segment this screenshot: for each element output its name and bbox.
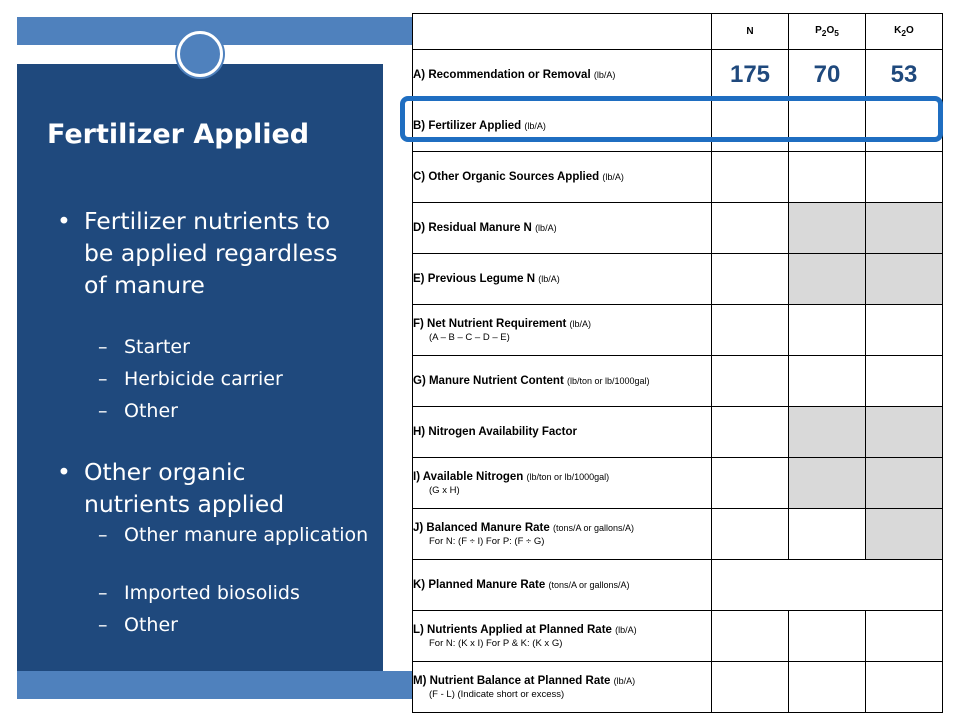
- sub-bullet-imported-biosolids: – Imported biosolids: [124, 580, 374, 606]
- row-label: [413, 50, 712, 101]
- row-label: [413, 305, 712, 356]
- row-label: [413, 356, 712, 407]
- cell-k2o-input[interactable]: [866, 611, 943, 662]
- p2o5-sub-5: 5: [834, 28, 839, 38]
- row-g-manure-content: [413, 356, 943, 407]
- cell-n-input[interactable]: [712, 356, 789, 407]
- row-formula: (F - L) (Indicate short or excess): [429, 688, 565, 700]
- row-label: [413, 152, 712, 203]
- row-unit: (lb/A): [602, 172, 624, 182]
- cell-k2o-input[interactable]: [866, 152, 943, 203]
- row-d-residual-manure: [413, 203, 943, 254]
- value-k2o: 53: [866, 50, 943, 101]
- row-unit: (lb/A): [524, 121, 546, 131]
- row-h-availability-factor: [413, 407, 943, 458]
- row-formula: For N: (K x I) For P & K: (K x G): [429, 637, 563, 649]
- row-label: [413, 203, 712, 254]
- row-label: [413, 509, 712, 560]
- cell-p2o5-input[interactable]: [789, 152, 866, 203]
- row-formula: (A – B – C – D – E): [429, 331, 510, 343]
- row-c-other-organic: [413, 152, 943, 203]
- row-label: [413, 560, 712, 611]
- row-m-nutrient-balance: [413, 662, 943, 713]
- row-l-nutrients-applied: [413, 611, 943, 662]
- p2o5-o: O: [826, 25, 835, 36]
- row-b-fertilizer-applied: [413, 101, 943, 152]
- row-label: [413, 662, 712, 713]
- row-label-text: B) Fertilizer Applied: [413, 120, 522, 132]
- k2o-o: O: [906, 25, 914, 36]
- row-label-text: I) Available Nitrogen: [413, 470, 524, 483]
- cell-p2o5-disabled: [789, 458, 866, 509]
- nutrient-balance-worksheet: [412, 13, 943, 706]
- sub-bullet-herbicide-carrier: – Herbicide carrier: [124, 366, 374, 392]
- k2o-base: K: [894, 25, 902, 36]
- column-header-k2o: [866, 14, 943, 50]
- row-label-text: K) Planned Manure Rate: [413, 579, 546, 591]
- row-k-planned-rate: [413, 560, 943, 611]
- row-e-previous-legume: [413, 254, 943, 305]
- cell-p2o5-disabled: [789, 407, 866, 458]
- cell-p2o5-input[interactable]: [789, 101, 866, 152]
- cell-k2o-input[interactable]: [866, 101, 943, 152]
- row-label-text: M) Nutrient Balance at Planned Rate: [413, 674, 611, 687]
- p2o5-sub-2: 2: [821, 28, 827, 38]
- cell-n-input[interactable]: [712, 407, 789, 458]
- row-unit: (lb/A): [615, 624, 637, 635]
- cell-n-input[interactable]: [712, 458, 789, 509]
- row-label-text: F) Net Nutrient Requirement: [413, 317, 567, 330]
- cell-k2o-disabled: [866, 203, 943, 254]
- p2o5-base: P: [815, 25, 822, 36]
- slide-title: Fertilizer Applied: [47, 119, 310, 150]
- cell-p2o5-input[interactable]: [789, 662, 866, 713]
- cell-p2o5-disabled: [789, 203, 866, 254]
- row-label-text: G) Manure Nutrient Content: [413, 375, 564, 387]
- header-row: [413, 14, 943, 50]
- row-label-text: J) Balanced Manure Rate: [413, 521, 550, 534]
- row-unit: (lb/A): [538, 274, 560, 284]
- row-unit: (lb/A): [569, 318, 592, 329]
- cell-p2o5-input[interactable]: [789, 305, 866, 356]
- content-panel: [17, 64, 383, 671]
- sub-bullet-starter: – Starter: [124, 334, 374, 360]
- cell-k2o-disabled: [866, 254, 943, 305]
- cell-n-input[interactable]: [712, 152, 789, 203]
- row-unit: (tons/A or gallons/A): [548, 580, 630, 590]
- sub-bullet-other-manure-application: – Other manure application: [124, 522, 374, 548]
- cell-p2o5-input[interactable]: [789, 611, 866, 662]
- row-unit: (lb/ton or lb/1000gal): [566, 376, 650, 386]
- column-header-n: N: [712, 14, 789, 50]
- row-label-text: H) Nitrogen Availability Factor: [413, 426, 578, 438]
- row-unit: (lb/A): [593, 70, 616, 80]
- cell-p2o5-input[interactable]: [789, 356, 866, 407]
- cell-n-input[interactable]: [712, 203, 789, 254]
- decorative-circle: [177, 31, 223, 77]
- cell-planned-rate-input[interactable]: [712, 560, 943, 611]
- cell-n-input[interactable]: [712, 662, 789, 713]
- sub-bullet-other-1: – Other: [124, 398, 374, 424]
- bullet-other-organic-nutrients: • Other organic nutrients applied: [84, 456, 356, 520]
- row-i-available-nitrogen: [413, 458, 943, 509]
- row-unit: (lb/A): [613, 675, 636, 686]
- row-label-text: A) Recommendation or Removal: [413, 69, 591, 81]
- header-blank-cell: [413, 14, 712, 50]
- row-formula: (G x H): [429, 484, 460, 496]
- value-n: 175: [712, 50, 789, 101]
- row-unit: (tons/A or gallons/A): [552, 522, 635, 533]
- row-unit: (lb/ton or lb/1000gal): [526, 471, 610, 482]
- row-label-text: E) Previous Legume N: [413, 273, 536, 285]
- cell-k2o-input[interactable]: [866, 356, 943, 407]
- row-label-text: D) Residual Manure N: [413, 222, 532, 234]
- row-f-net-requirement: [413, 305, 943, 356]
- row-label: [413, 458, 712, 509]
- cell-k2o-disabled: [866, 509, 943, 560]
- row-formula: For N: (F ÷ I) For P: (F ÷ G): [429, 535, 545, 547]
- row-unit: (lb/A): [535, 223, 557, 233]
- column-header-p2o5: [789, 14, 866, 50]
- bullet-fertilizer-nutrients: • Fertilizer nutrients to be applied regardless of manure: [84, 205, 356, 301]
- row-label: [413, 611, 712, 662]
- cell-p2o5-input[interactable]: [789, 509, 866, 560]
- sub-bullet-other-2: – Other: [124, 612, 374, 638]
- row-a-recommendation: [413, 50, 943, 101]
- value-p2o5: 70: [789, 50, 866, 101]
- cell-n-input[interactable]: [712, 101, 789, 152]
- cell-k2o-input[interactable]: [866, 305, 943, 356]
- cell-k2o-disabled: [866, 458, 943, 509]
- row-label-text: L) Nutrients Applied at Planned Rate: [413, 623, 612, 636]
- row-label: [413, 254, 712, 305]
- cell-n-input[interactable]: [712, 254, 789, 305]
- cell-n-input[interactable]: [712, 509, 789, 560]
- cell-k2o-disabled: [866, 407, 943, 458]
- row-j-balanced-rate: [413, 509, 943, 560]
- worksheet-table: [412, 13, 943, 713]
- row-label-text: C) Other Organic Sources Applied: [413, 171, 600, 183]
- row-label: [413, 407, 712, 458]
- cell-n-input[interactable]: [712, 305, 789, 356]
- row-label: [413, 101, 712, 152]
- cell-p2o5-disabled: [789, 254, 866, 305]
- cell-k2o-input[interactable]: [866, 662, 943, 713]
- cell-n-input[interactable]: [712, 611, 789, 662]
- k2o-sub-2: 2: [901, 28, 907, 38]
